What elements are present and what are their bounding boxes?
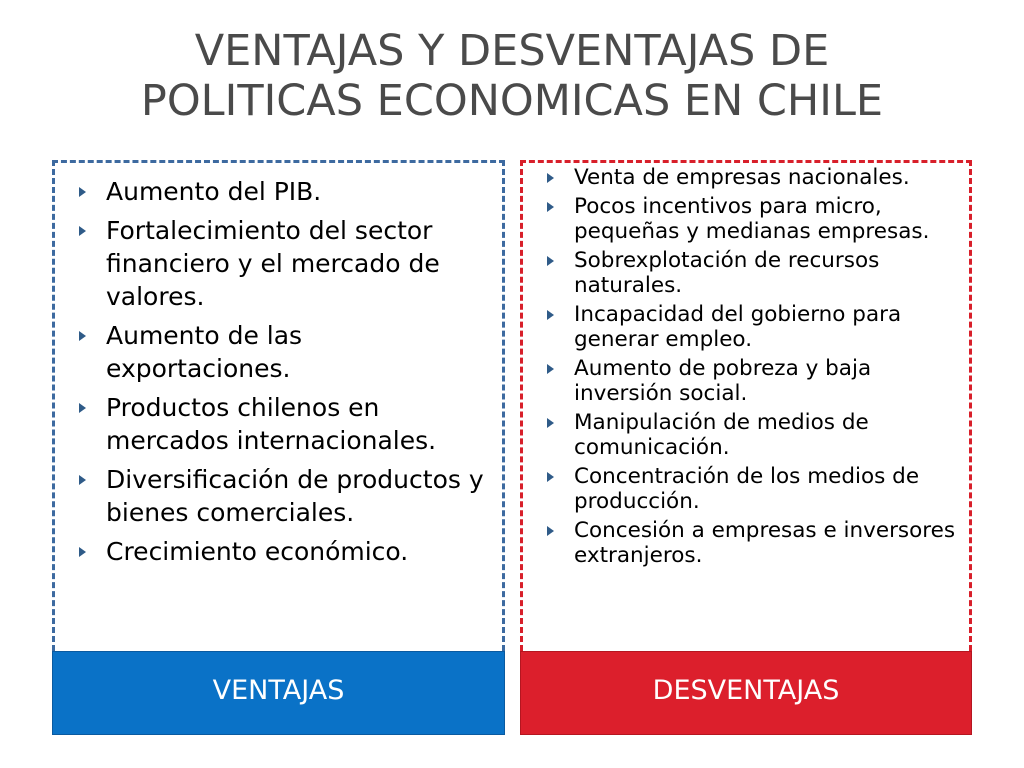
triangle-bullet-icon (547, 418, 554, 428)
desventajas-item (547, 410, 959, 460)
triangle-bullet-icon (79, 331, 86, 341)
desventajas-label: DESVENTAJAS (520, 651, 972, 735)
triangle-bullet-icon (79, 187, 86, 197)
ventajas-item (79, 214, 488, 313)
desventajas-item (547, 464, 959, 514)
desventajas-item-text: Concesión a empresas e inversores extranjeros. (574, 518, 956, 568)
ventajas-item-text: Crecimiento económico. (106, 537, 409, 566)
desventajas-item (547, 302, 959, 352)
slide-title-line-2: POLITICAS ECONOMICAS EN CHILE (140, 76, 884, 126)
triangle-bullet-icon (79, 403, 86, 413)
desventajas-item (547, 356, 959, 406)
triangle-bullet-icon (547, 472, 554, 482)
desventajas-item (547, 194, 959, 244)
triangle-bullet-icon (547, 310, 554, 320)
ventajas-list (55, 163, 502, 568)
desventajas-item (547, 518, 959, 568)
desventajas-item-text: Incapacidad del gobierno para generar empleo. (574, 302, 902, 352)
desventajas-item-text: Manipulación de medios de comunicación. (574, 410, 869, 460)
triangle-bullet-icon (547, 256, 554, 266)
ventajas-item (79, 391, 488, 457)
desventajas-item (547, 165, 959, 190)
ventajas-item-text: Diversificación de productos y bienes comerciales. (106, 465, 484, 527)
slide-title-line-1: VENTAJAS Y DESVENTAJAS DE (194, 26, 830, 76)
desventajas-item-text: Concentración de los medios de producción. (574, 464, 920, 514)
triangle-bullet-icon (79, 475, 86, 485)
ventajas-item-text: Aumento de las exportaciones. (106, 321, 303, 383)
ventajas-item (79, 463, 488, 529)
desventajas-panel (520, 160, 972, 651)
desventajas-item-text: Aumento de pobreza y baja inversión social. (574, 356, 872, 406)
ventajas-item (79, 319, 488, 385)
ventajas-item-text: Productos chilenos en mercados internacionales. (106, 393, 437, 455)
ventajas-item (79, 535, 488, 568)
triangle-bullet-icon (79, 226, 86, 236)
ventajas-item (79, 175, 488, 208)
desventajas-list (523, 163, 969, 568)
slide-title (40, 26, 984, 126)
desventajas-item (547, 248, 959, 298)
triangle-bullet-icon (547, 364, 554, 374)
desventajas-item-text: Pocos incentivos para micro, pequeñas y medianas empresas. (574, 194, 930, 244)
desventajas-item-text: Venta de empresas nacionales. (574, 165, 910, 190)
desventajas-item-text: Sobrexplotación de recursos naturales. (574, 248, 880, 298)
ventajas-panel (52, 160, 505, 651)
triangle-bullet-icon (547, 173, 554, 183)
ventajas-item-text: Fortalecimiento del sector financiero y el mercado de valores. (106, 216, 440, 311)
ventajas-label: VENTAJAS (52, 651, 505, 735)
triangle-bullet-icon (547, 202, 554, 212)
triangle-bullet-icon (547, 526, 554, 536)
ventajas-item-text: Aumento del PIB. (106, 177, 322, 206)
triangle-bullet-icon (79, 547, 86, 557)
